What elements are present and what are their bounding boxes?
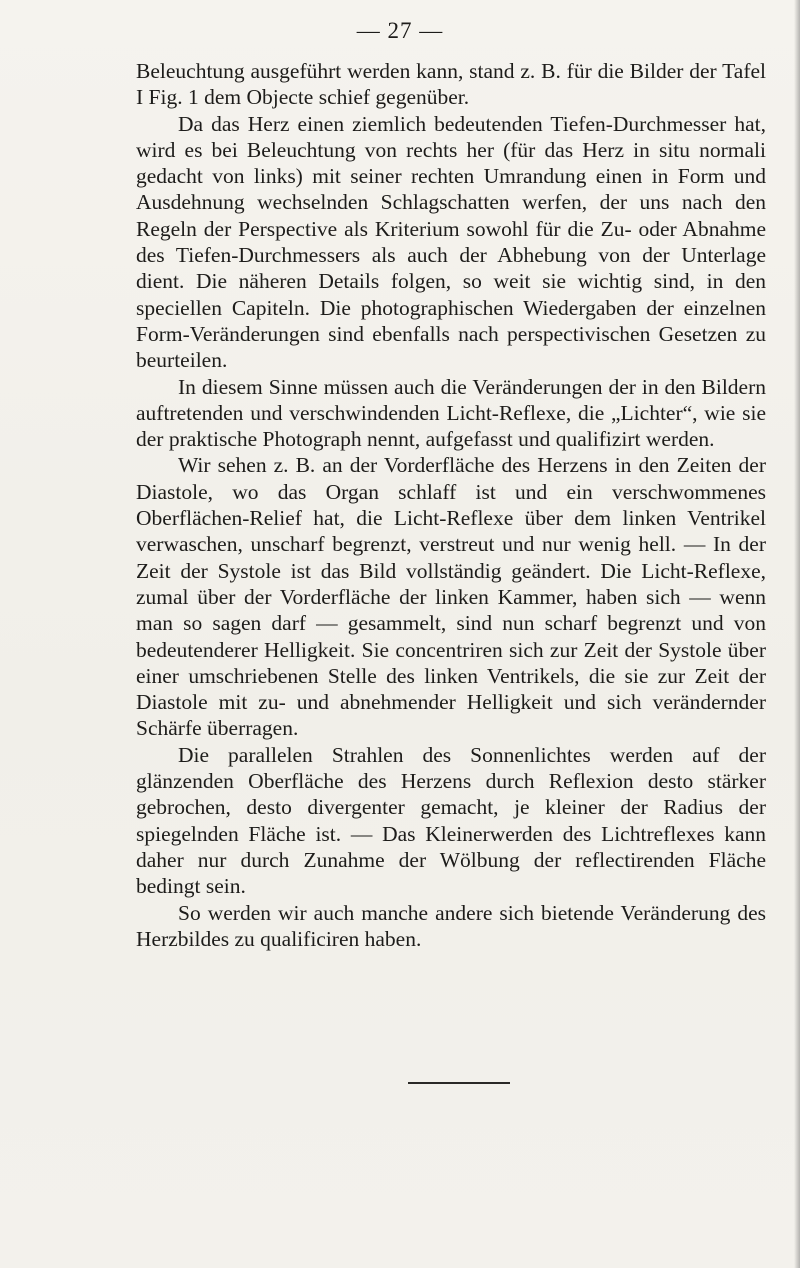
paragraph-continuation: Beleuchtung ausgeführt werden kann, stand z. B. für die Bilder der Tafel I Fig. 1 dem Objecte schief gegenüber. <box>136 59 766 110</box>
paragraph-sunlight-reflexion: Die parallelen Strahlen des Sonnenlichtes werden auf der glänzenden Oberfläche des Herzens durch Reflexion desto stärker gebrochen, desto divergenter gemacht, je kleiner der Radius der spiegelnden Fläche ist. — Das Kleinerwerden des Lichtreflexes kann daher nur durch Zunahme der Wölbung der reflectirenden Fläche bedingt sein. <box>136 742 766 899</box>
page-number: — 27 — <box>356 18 444 43</box>
paragraph-conclusion: So werden wir auch manche andere sich bietende Veränderung des Herzbildes zu qualificiren haben. <box>136 900 766 951</box>
paragraph-light-reflexes: In diesem Sinne müssen auch die Veränderungen der in den Bildern auftretenden und verschwindenden Licht-Reflexe, die „Lichter“, wie sie der praktische Photograph nennt, aufgefasst und qualifizirt werden. <box>136 374 766 452</box>
paragraph-diastole-systole: Wir sehen z. B. an der Vorderfläche des Herzens in den Zeiten der Diastole, wo das Organ schlaff ist und ein verschwommenes Oberflächen-Relief hat, die Licht-Reflexe über dem linken Ventrikel verwaschen, unscharf begrenzt, verstreut und nur wenig hell. — In der Zeit der Systole ist das Bild vollständig geändert. Die Licht-Reflexe, zumal über der Vorderfläche der linken Kammer, haben sich — wenn man so sagen darf — gesammelt, sind nun scharf begrenzt und von bedeutenderer Helligkeit. Sie concentriren sich zur Zeit der Systole über einer umschriebenen Stelle des linken Ventrikels, die sie zur Zeit der Diastole mit zu- und abnehmender Helligkeit und sich verändernder Schärfe überragen. <box>136 453 766 741</box>
paragraph-shadow-perspective: Da das Herz einen ziemlich bedeutenden Tiefen-Durchmesser hat, wird es bei Beleuchtung von rechts her (für das Herz in situ normali gedacht von links) mit seiner rechten Umrandung einen in Form und Ausdehnung wechselnden Schlagschatten werfen, der uns nach den Regeln der Perspective als Kriterium sowohl für die Zu- oder Abnahme des Tiefen-Durchmessers als auch der Abhebung von der Unterlage dient. Die näheren Details folgen, so weit sie wichtig sind, in den speciellen Capiteln. Die photographischen Wiedergaben der einzelnen Form-Veränderungen sind ebenfalls nach perspectivischen Gesetzen zu beurteilen. <box>136 111 766 373</box>
body-text <box>136 58 766 952</box>
page-edge-shadow <box>794 0 800 1268</box>
section-end-rule <box>408 1082 510 1084</box>
